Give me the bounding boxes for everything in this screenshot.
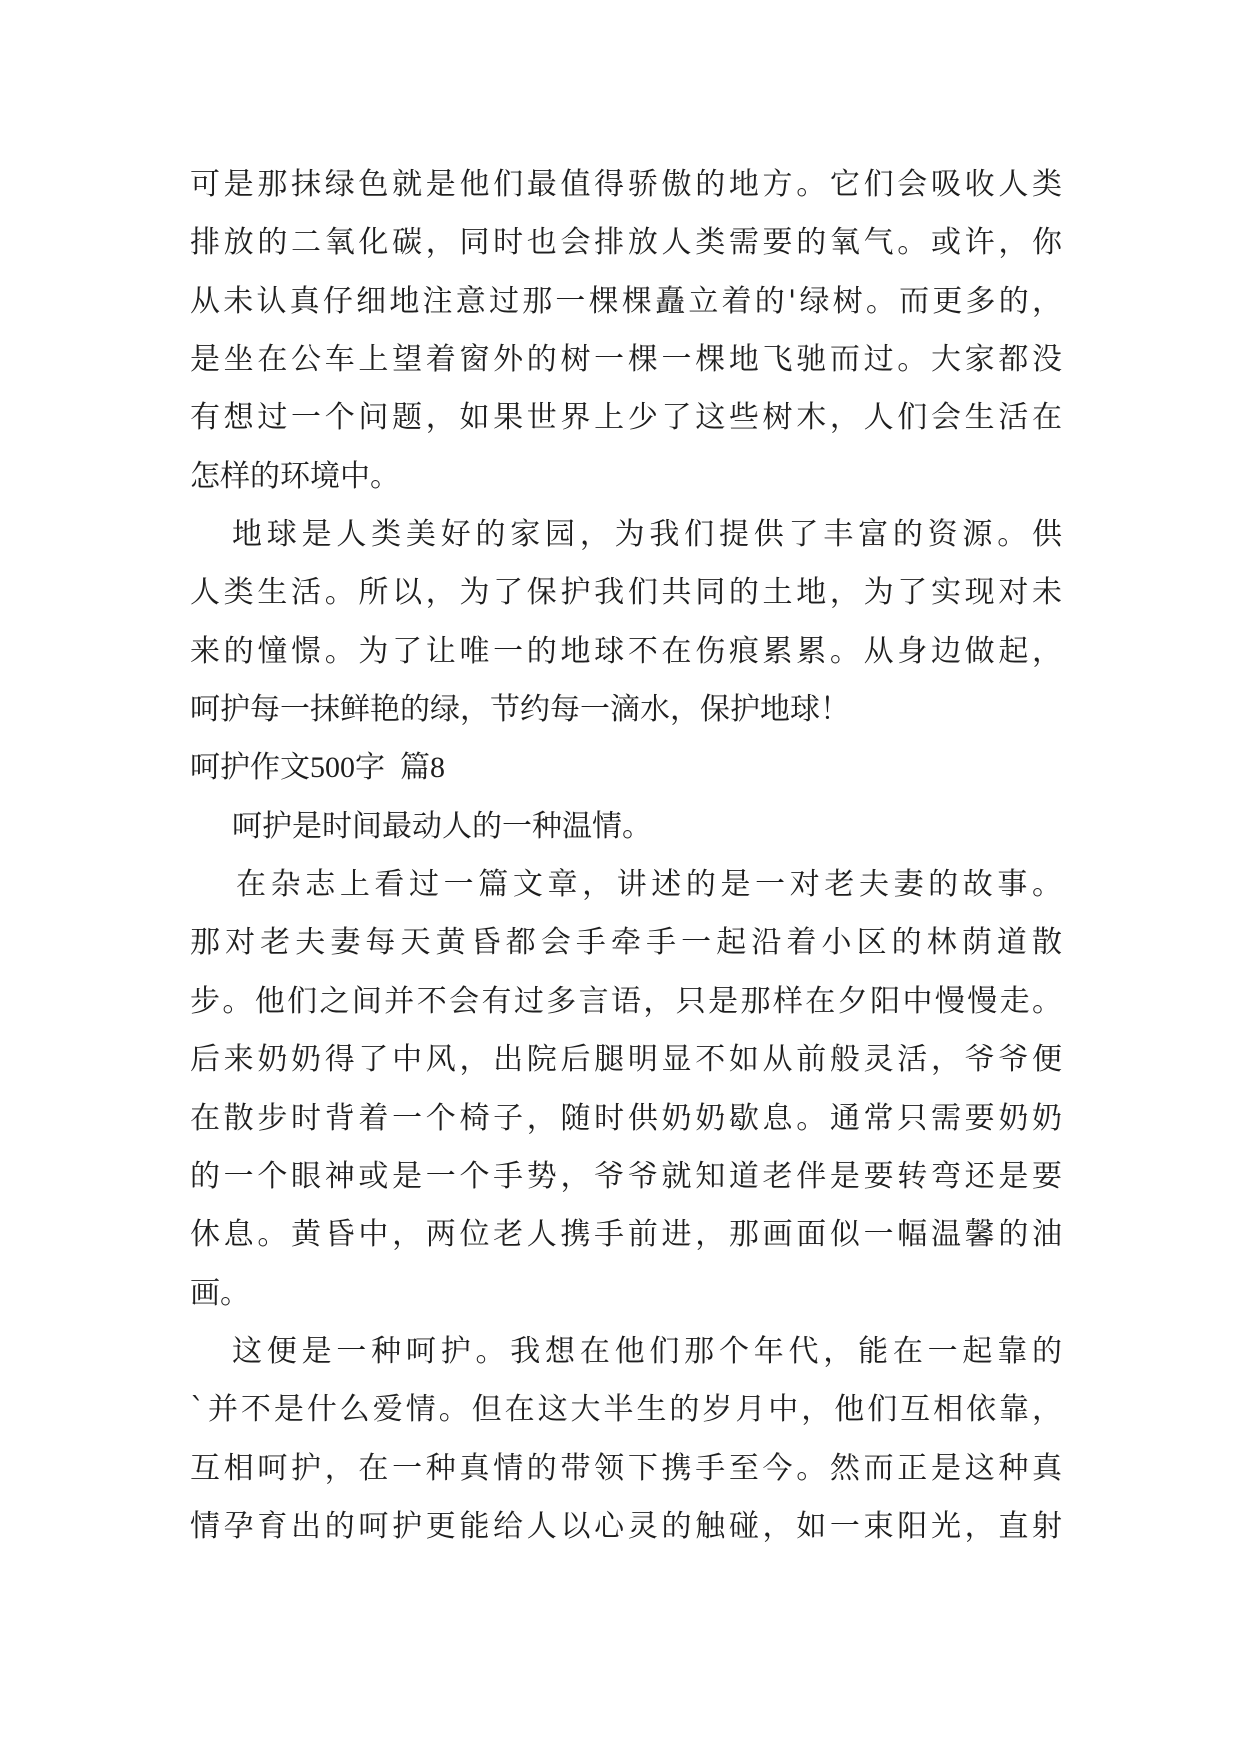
text-line: 呵护每一抹鲜艳的绿，节约每一滴水，保护地球！	[190, 692, 850, 728]
paragraph	[190, 1323, 1062, 1556]
text-line: 那对老夫妻每天黄昏都会手牵手一起沿着小区的林荫道散	[190, 925, 1062, 961]
text-line: 排放的二氧化碳，同时也会排放人类需要的氧气。或许，你	[190, 225, 1062, 261]
text-line: 步。他们之间并不会有过多言语，只是那样在夕阳中慢慢走。	[190, 983, 1062, 1019]
text-line: 画。	[190, 1275, 250, 1311]
text-line: 后来奶奶得了中风，出院后腿明显不如从前般灵活，爷爷便	[190, 1042, 1062, 1078]
text-line: 在散步时背着一个椅子，随时供奶奶歇息。通常只需要奶奶	[190, 1100, 1062, 1136]
text-line: 的一个眼神或是一个手势，爷爷就知道老伴是要转弯还是要	[190, 1158, 1062, 1194]
text-line: 在杂志上看过一篇文章，讲述的是一对老夫妻的故事。	[236, 867, 1062, 903]
text-line: 互相呵护，在一种真情的带领下携手至今。然而正是这种真	[190, 1450, 1062, 1486]
text-line: 是坐在公车上望着窗外的树一棵一棵地飞驰而过。大家都没	[190, 342, 1062, 378]
section-heading: 呵护作文500字 篇8	[190, 751, 445, 785]
paragraph	[190, 856, 1062, 1323]
text-line: 地球是人类美好的家园，为我们提供了丰富的资源。供	[232, 517, 1062, 553]
text-line: 从未认真仔细地注意过那一棵棵矗立着的'绿树。而更多的，	[190, 283, 1062, 319]
text-line: 情孕育出的呵护更能给人以心灵的触碰，如一束阳光，直射	[190, 1508, 1062, 1544]
text-line: `并不是什么爱情。但在这大半生的岁月中，他们互相依靠，	[190, 1392, 1062, 1428]
text-line: 怎样的环境中。	[190, 458, 400, 494]
text-line: 人类生活。所以，为了保护我们共同的土地，为了实现对未	[190, 575, 1062, 611]
text-line: 来的憧憬。为了让唯一的地球不在伤痕累累。从身边做起，	[190, 633, 1062, 669]
text-line: 可是那抹绿色就是他们最值得骄傲的地方。它们会吸收人类	[190, 167, 1062, 202]
paragraph	[190, 798, 1062, 856]
paragraph	[190, 506, 1062, 739]
text-line: 这便是一种呵护。我想在他们那个年代，能在一起靠的	[232, 1333, 1062, 1369]
text-line: 呵护是时间最动人的一种温情。	[232, 808, 652, 844]
paragraph	[190, 156, 1062, 506]
text-line: 有想过一个问题，如果世界上少了这些树木，人们会生活在	[190, 400, 1062, 436]
document-body	[190, 156, 1062, 1556]
text-line: 休息。黄昏中，两位老人携手前进，那画面似一幅温馨的油	[190, 1217, 1062, 1253]
